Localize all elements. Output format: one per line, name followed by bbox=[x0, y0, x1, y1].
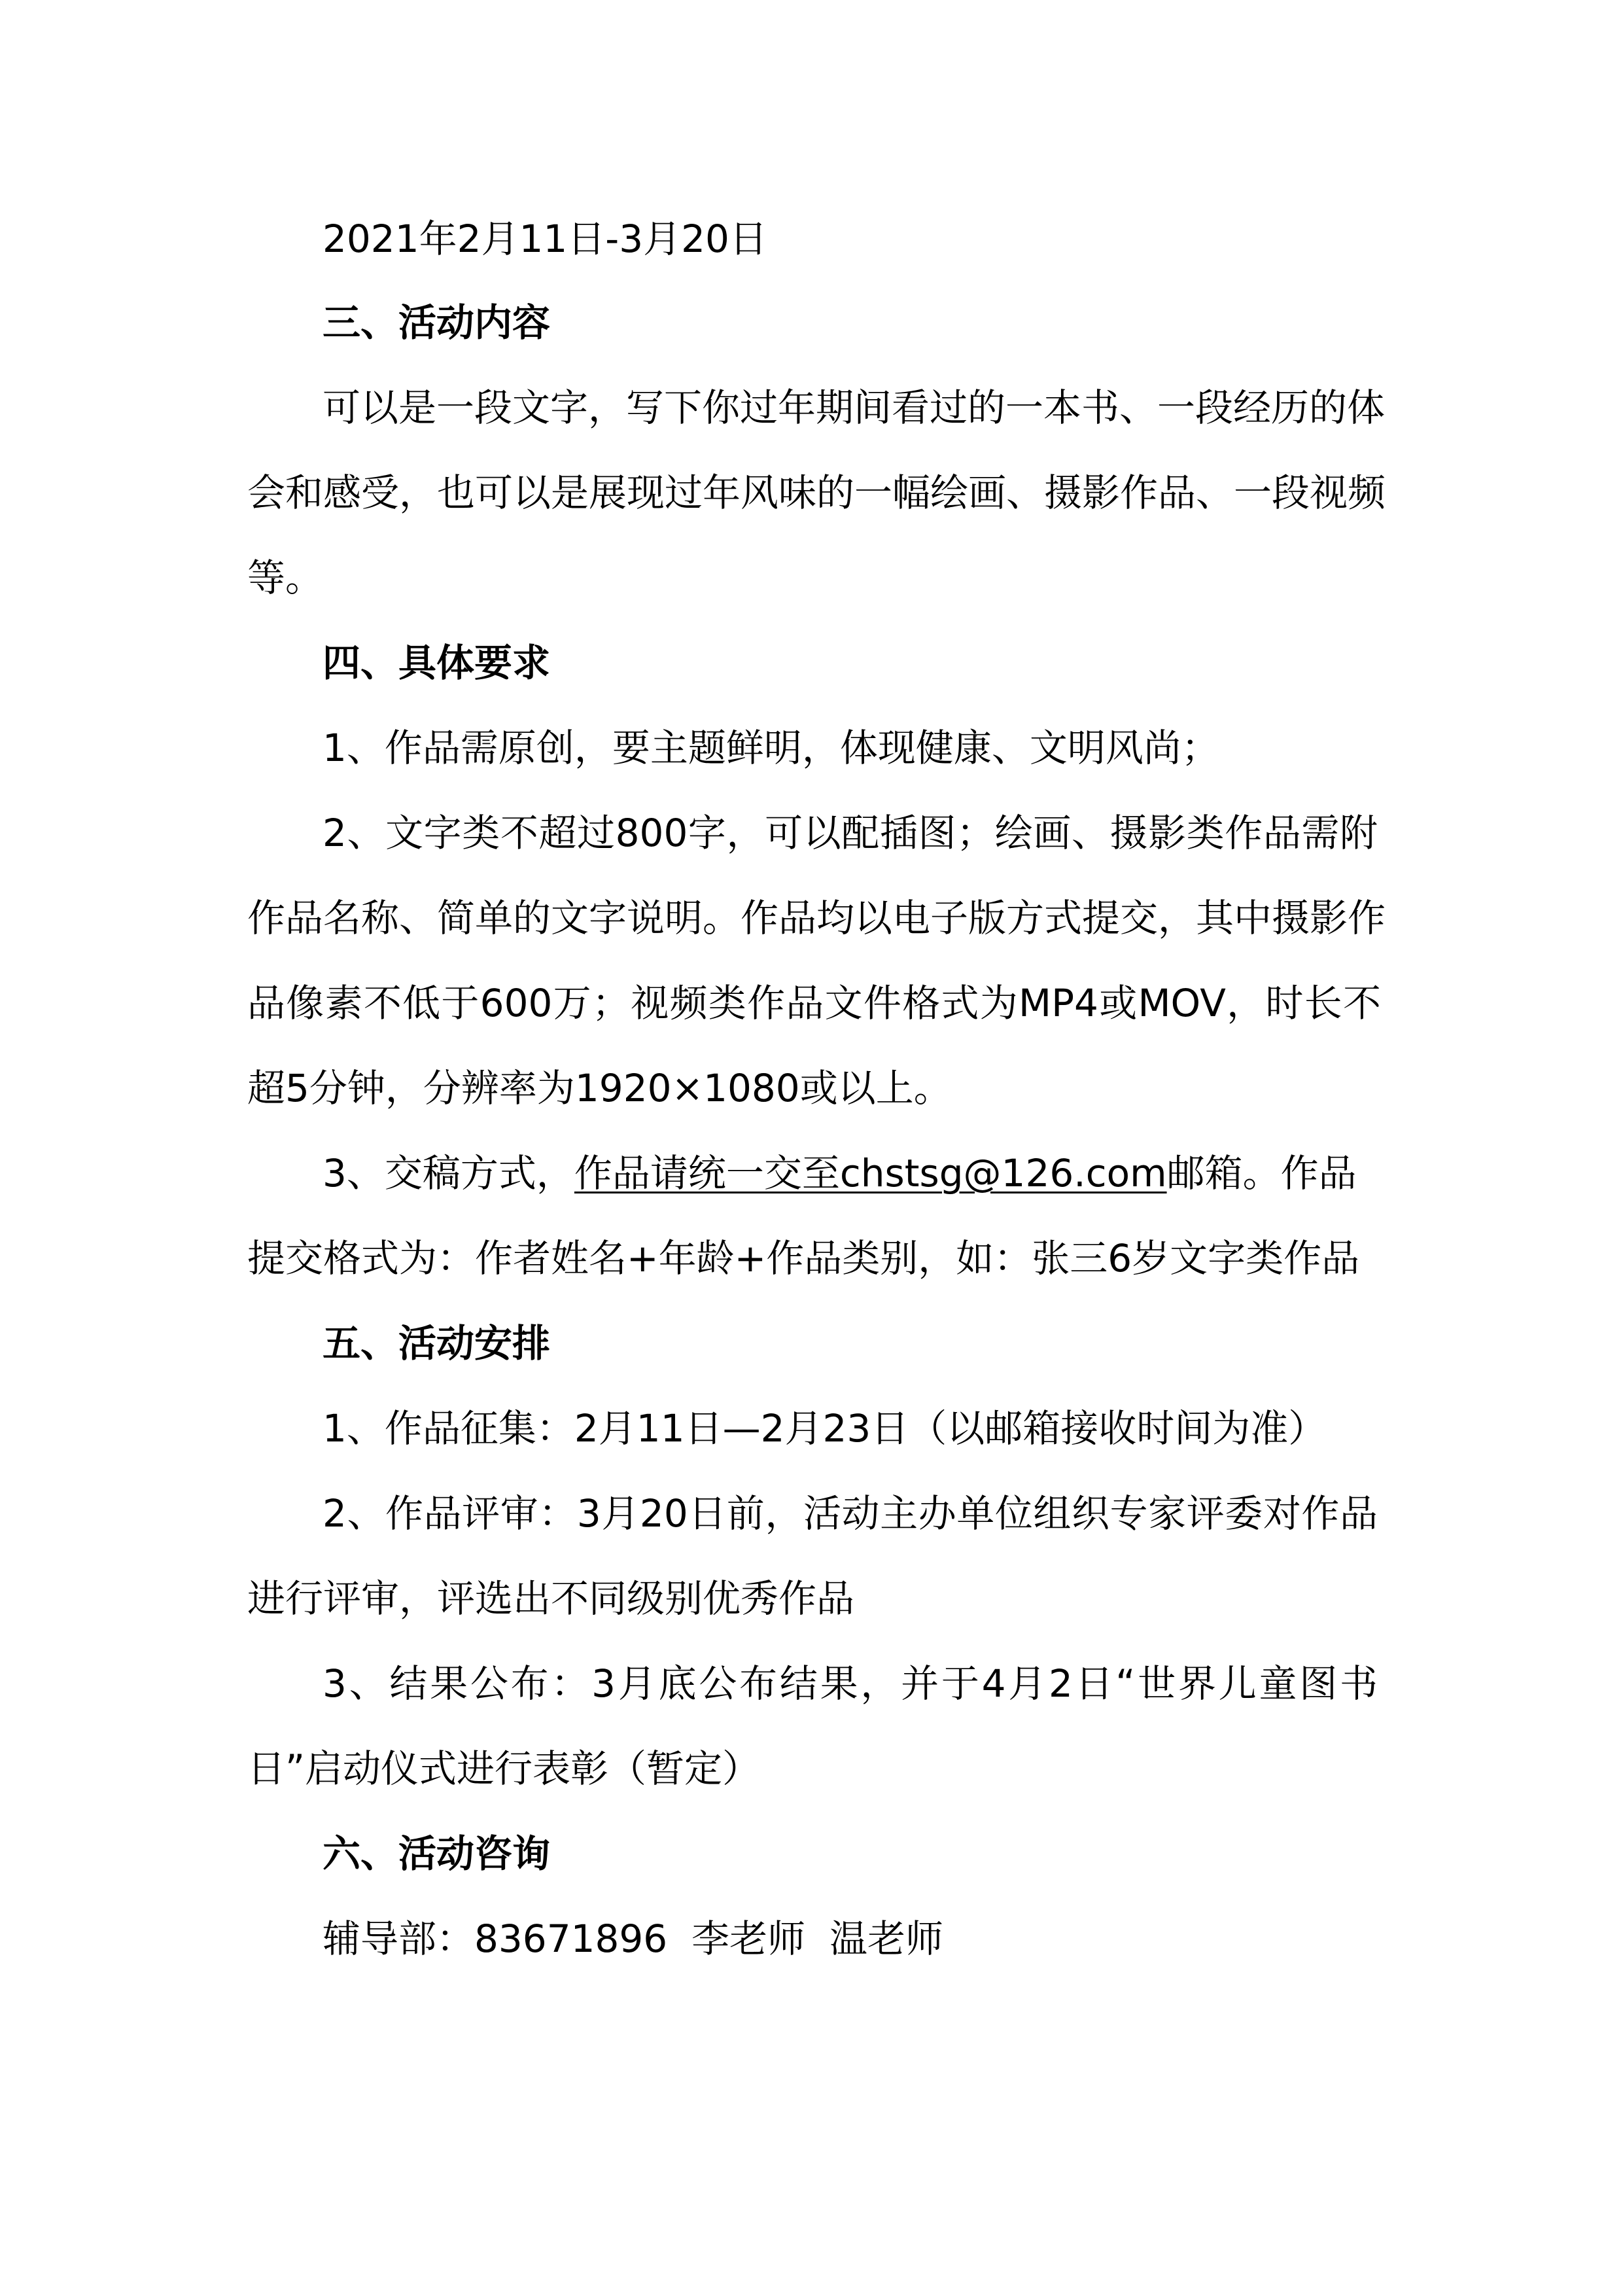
paragraph-line: 可以是一段文字，写下你过年期间看过的一本书、一段经历的体 bbox=[323, 385, 1386, 430]
consultation-contact: 辅导部：83671896 李老师 温老师 bbox=[323, 1916, 943, 1961]
section-heading-consultation: 六、活动咨询 bbox=[323, 1831, 551, 1876]
schedule-item-1: 1、作品征集：2月11日—2月23日（以邮箱接收时间为准） bbox=[323, 1406, 1327, 1451]
requirement-item-2-line: 2、文字类不超过800字，可以配插图；绘画、摄影类作品需附 bbox=[323, 811, 1378, 855]
date-range: 2021年2月11日-3月20日 bbox=[323, 217, 767, 261]
schedule-item-2-line: 2、作品评审：3月20日前，活动主办单位组织专家评委对作品 bbox=[323, 1491, 1378, 1536]
requirement-item-1: 1、作品需原创，要主题鲜明，体现健康、文明风尚； bbox=[323, 726, 1219, 770]
submission-method-suffix: 邮箱。作品 bbox=[1166, 1151, 1357, 1195]
requirement-item-3-line: 提交格式为：作者姓名+年龄+作品类别，如：张三6岁文字类作品 bbox=[247, 1236, 1360, 1280]
section-heading-schedule: 五、活动安排 bbox=[323, 1321, 551, 1366]
submission-method-prefix: 3、交稿方式， bbox=[323, 1151, 574, 1195]
requirement-item-3-line bbox=[323, 1147, 1378, 1199]
submission-email-link[interactable]: 作品请统一交至chstsg@126.com bbox=[574, 1151, 1167, 1195]
requirement-item-2-line: 品像素不低于600万；视频类作品文件格式为MP4或MOV，时长不 bbox=[247, 981, 1381, 1025]
requirement-item-2-line: 超5分钟，分辨率为1920×1080或以上。 bbox=[247, 1066, 952, 1110]
section-heading-activity-content: 三、活动内容 bbox=[323, 300, 551, 345]
paragraph-line: 等。 bbox=[247, 556, 324, 600]
schedule-item-2-line: 进行评审，评选出不同级别优秀作品 bbox=[247, 1576, 855, 1621]
paragraph-line: 会和感受，也可以是展现过年风味的一幅绘画、摄影作品、一段视频 bbox=[247, 470, 1386, 515]
schedule-item-3-line: 日”启动仪式进行表彰（暂定） bbox=[247, 1746, 761, 1791]
schedule-item-3-line: 3、结果公布：3月底公布结果，并于4月2日“世界儿童图书 bbox=[323, 1661, 1378, 1706]
section-heading-requirements: 四、具体要求 bbox=[323, 641, 551, 685]
requirement-item-2-line: 作品名称、简单的文字说明。作品均以电子版方式提交，其中摄影作 bbox=[247, 896, 1386, 940]
